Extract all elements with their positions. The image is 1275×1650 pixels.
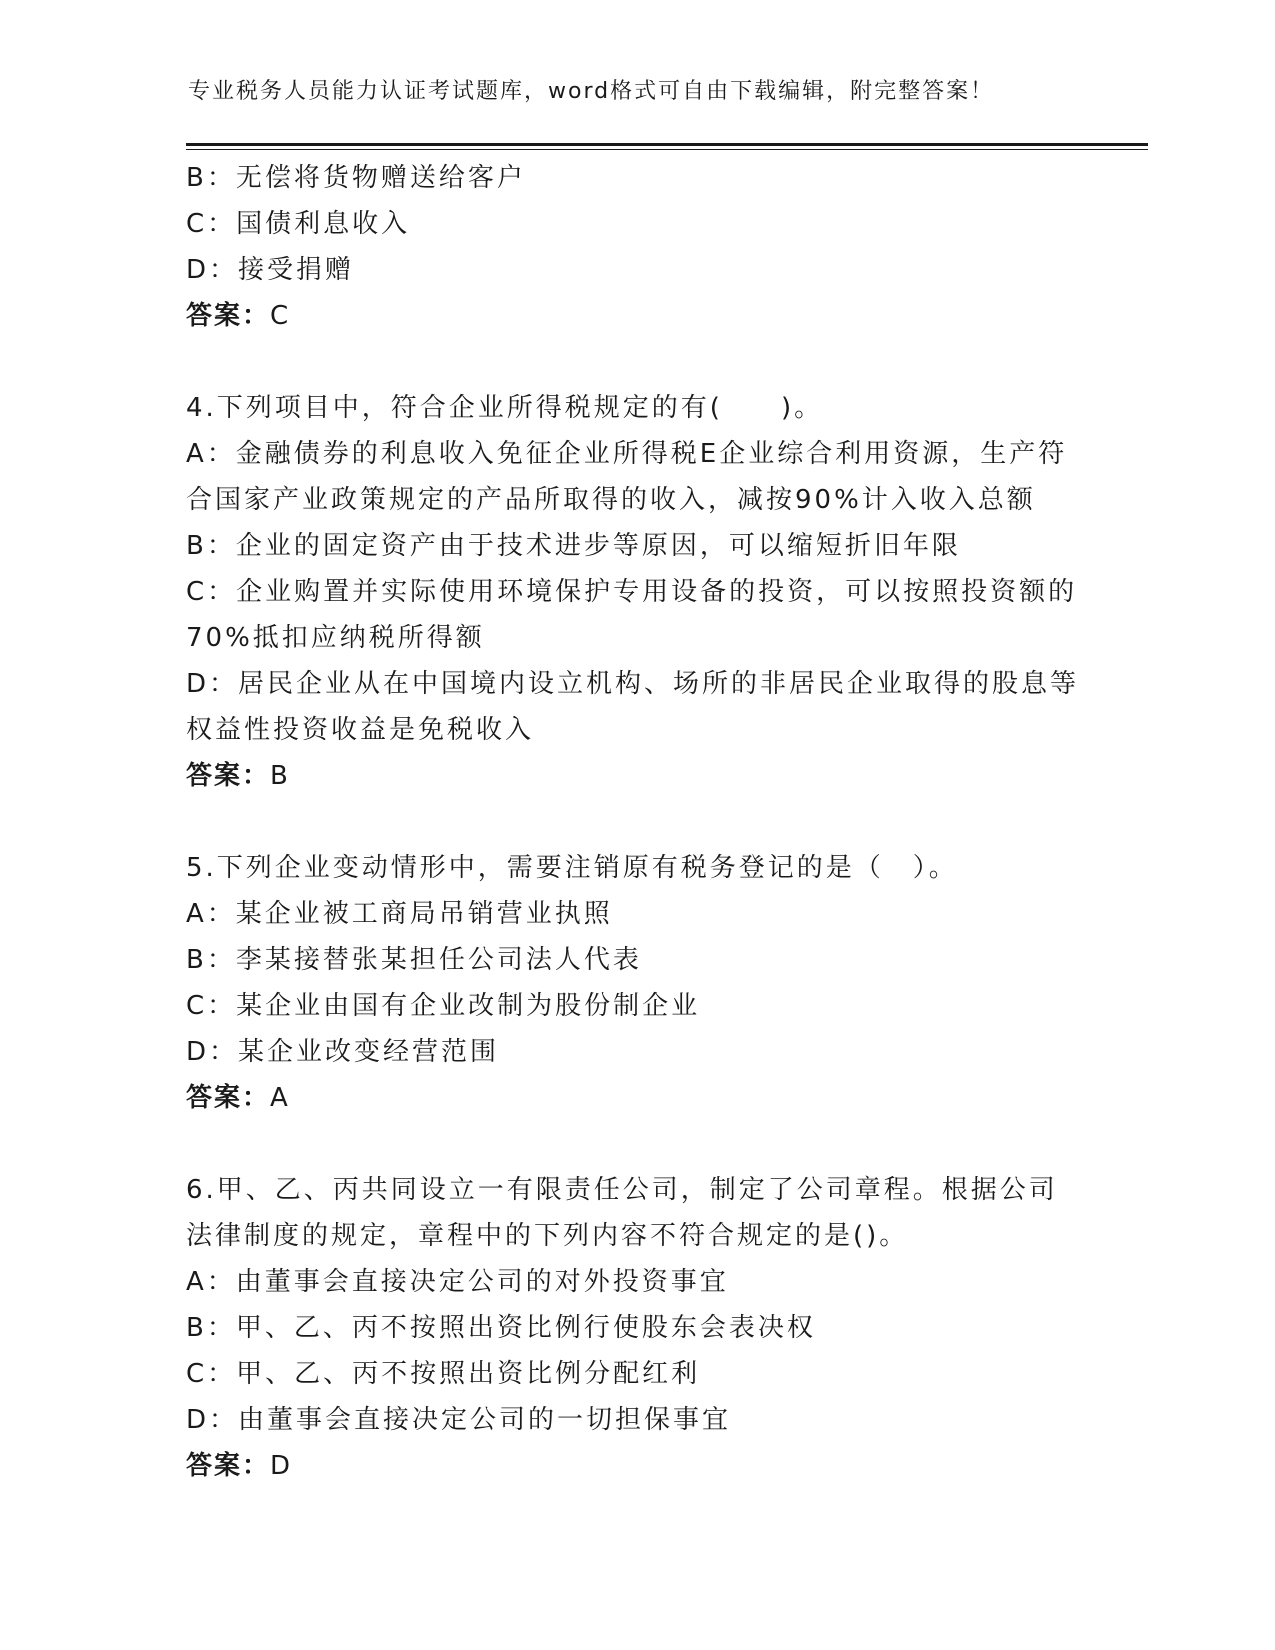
header-rule-thin (186, 149, 1148, 150)
option-line: D：由董事会直接决定公司的一切担保事宜 (186, 1405, 732, 1435)
option-line: 合国家产业政策规定的产品所取得的收入，减按90%计入收入总额 (186, 485, 1036, 515)
option-line: A：由董事会直接决定公司的对外投资事宜 (186, 1267, 729, 1297)
answer-line (186, 1075, 1086, 1121)
question-stem: 法律制度的规定，章程中的下列内容不符合规定的是()。 (186, 1221, 909, 1251)
option-line: B：无偿将货物赠送给客户 (186, 163, 526, 193)
option-line: C：国债利息收入 (186, 209, 411, 239)
answer-label: 答案： (186, 1083, 271, 1113)
answer-value: C (270, 301, 291, 331)
option-line: 权益性投资收益是免税收入 (186, 715, 535, 745)
option-line: B：李某接替张某担任公司法人代表 (186, 945, 642, 975)
option-line: A：某企业被工商局吊销营业执照 (186, 899, 613, 929)
option-line: B：企业的固定资产由于技术进步等原因，可以缩短折旧年限 (186, 531, 961, 561)
question-stem: 5.下列企业变动情形中，需要注销原有税务登记的是（ ）。 (186, 853, 958, 883)
question-stem: 6.甲、乙、丙共同设立一有限责任公司，制定了公司章程。根据公司 (186, 1175, 1058, 1205)
option-line: D：居民企业从在中国境内设立机构、场所的非居民企业取得的股息等 (186, 669, 1080, 699)
option-line: D：某企业改变经营范围 (186, 1037, 500, 1067)
option-line: B：甲、乙、丙不按照出资比例行使股东会表决权 (186, 1313, 816, 1343)
answer-line (186, 293, 1086, 339)
option-line: C：企业购置并实际使用环境保护专用设备的投资，可以按照投资额的 (186, 577, 1078, 607)
answer-line (186, 753, 1086, 799)
page-header: 专业税务人员能力认证考试题库，word格式可自由下载编辑，附完整答案！ (188, 79, 995, 104)
option-line: D：接受捐赠 (186, 255, 355, 285)
option-line: 70%抵扣应纳税所得额 (186, 623, 485, 653)
question-stem: 4.下列项目中，符合企业所得税规定的有( )。 (186, 393, 824, 423)
answer-label: 答案： (186, 301, 271, 331)
answer-value: D (270, 1451, 293, 1481)
option-line: C：某企业由国有企业改制为股份制企业 (186, 991, 701, 1021)
answer-value: A (270, 1083, 290, 1113)
option-line: A：金融债券的利息收入免征企业所得税E企业综合利用资源，生产符 (186, 439, 1068, 469)
answer-label: 答案： (186, 1451, 271, 1481)
document-body (186, 155, 1086, 1489)
header-rule-thick (186, 143, 1148, 146)
answer-value: B (270, 761, 290, 791)
option-line: C：甲、乙、丙不按照出资比例分配红利 (186, 1359, 701, 1389)
answer-line (186, 1443, 1086, 1489)
answer-label: 答案： (186, 761, 271, 791)
